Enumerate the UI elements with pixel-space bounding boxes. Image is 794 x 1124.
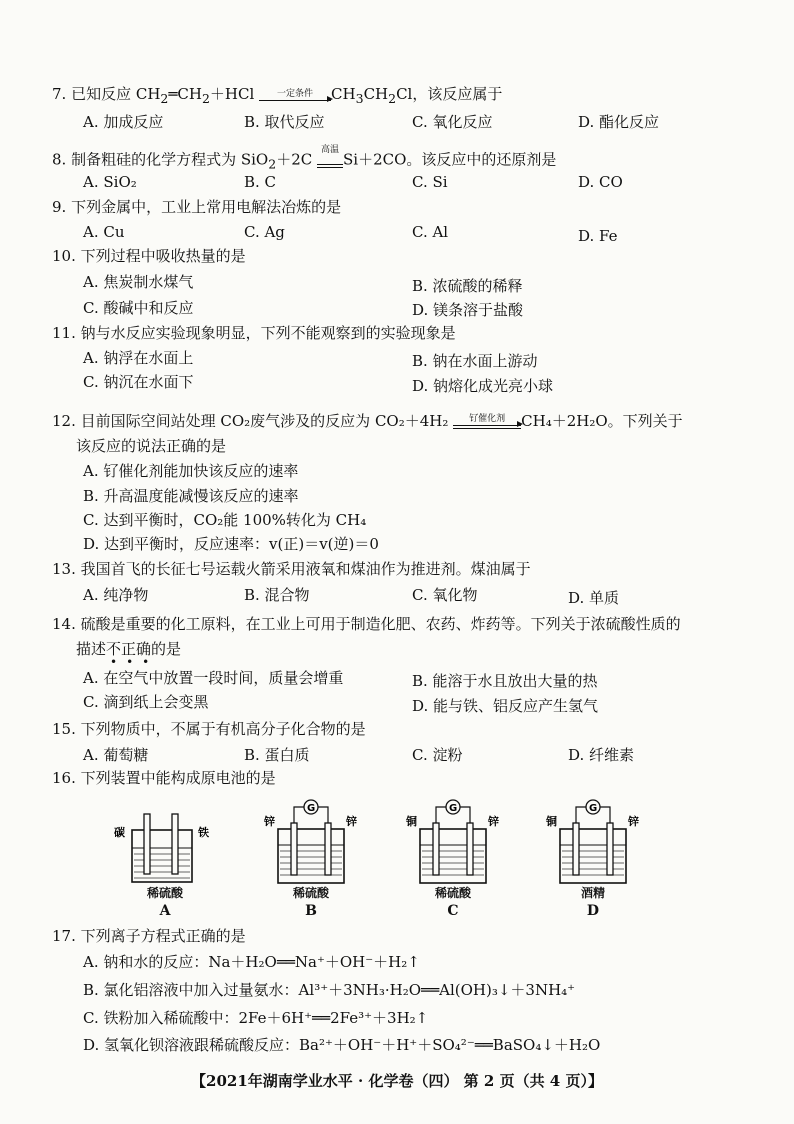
q12-option-c[interactable]: C. 达到平衡时，CO₂能 100%转化为 CH₄ (83, 511, 367, 529)
q8-text: ＋2C (276, 150, 313, 169)
cell-a-caption (110, 884, 220, 919)
q8-sub: 2 (268, 156, 277, 172)
q17-option-c[interactable]: C. 铁粉加入稀硫酸中：2Fe＋6H⁺══2Fe³⁺＋3H₂↑ (83, 1009, 429, 1027)
wire-left (576, 807, 586, 823)
q12-option-b[interactable]: B. 升高温度能减慢该反应的速率 (83, 487, 299, 505)
q12-text: 12. 目前国际空间站处理 CO₂废气涉及的反应为 CO₂＋4H₂ (52, 412, 449, 430)
right-electrode-label: 锌 (488, 815, 499, 828)
q13-option-d[interactable]: D. 单质 (568, 589, 620, 607)
q8-option-b[interactable]: B. C (244, 173, 277, 191)
q10-option-a[interactable]: A. 焦炭制水煤气 (83, 273, 194, 291)
cell-d-caption (538, 884, 648, 919)
q8-option-c[interactable]: C. Si (412, 173, 448, 191)
q14-option-a[interactable]: A. 在空气中放置一段时间，质量会增重 (83, 669, 344, 687)
electrolyte-label: 稀硫酸 (292, 886, 329, 900)
q14-option-c[interactable]: C. 滴到纸上会变黑 (83, 693, 209, 711)
wire-right (600, 807, 610, 823)
q7-option-a[interactable]: A. 加成反应 (83, 113, 164, 131)
q15-option-c[interactable]: C. 淀粉 (412, 746, 463, 764)
q9-option-d[interactable]: D. Fe (578, 227, 618, 245)
question-13-stem: 13. 我国首飞的长征七号运载火箭采用液氧和煤油作为推进剂。煤油属于 (52, 560, 531, 578)
electrode-right (172, 814, 178, 874)
galvanic-cell-d[interactable] (538, 795, 648, 890)
question-15-stem: 15. 下列物质中，不属于有机高分子化合物的是 (52, 720, 366, 738)
q10-option-d[interactable]: D. 镁条溶于盐酸 (412, 301, 524, 319)
q15-option-b[interactable]: B. 蛋白质 (244, 746, 310, 764)
reaction-arrow (259, 90, 331, 101)
question-17-stem: 17. 下列离子方程式正确的是 (52, 927, 246, 945)
electrode-left (291, 823, 297, 875)
galvanic-cell-a[interactable] (110, 810, 220, 890)
question-12-stem-line2: 该反应的说法正确的是 (76, 437, 227, 455)
question-11-stem: 11. 钠与水反应实验现象明显，下列不能观察到的实验现象是 (52, 324, 456, 342)
emphasis-dots: ••• (110, 655, 159, 669)
q17-option-a[interactable]: A. 钠和水的反应：Na＋H₂O══Na⁺＋OH⁻＋H₂↑ (83, 953, 420, 971)
q12-text: CH₄＋2H₂O。下列关于 (521, 412, 683, 430)
cell-letter: D (586, 903, 600, 919)
q7-text: CH (331, 85, 356, 103)
electrode-right (325, 823, 331, 875)
equals-condition (317, 146, 343, 175)
wire-left (294, 807, 304, 823)
q12-option-d[interactable]: D. 达到平衡时，反应速率：v(正)＝v(逆)＝0 (83, 535, 379, 553)
q7-option-d[interactable]: D. 酯化反应 (578, 113, 660, 131)
equilibrium-arrow (453, 415, 521, 429)
galvanometer-label: G (307, 803, 316, 814)
q7-sub: 2 (160, 91, 169, 106)
wire-right (460, 807, 470, 823)
liquid-hatch (134, 854, 190, 878)
q7-text: ═CH (168, 85, 202, 103)
q7-sub: 2 (388, 91, 397, 106)
q11-option-a[interactable]: A. 钠浮在水面上 (83, 349, 194, 367)
electrode-right (607, 823, 613, 875)
q7-sub: 3 (355, 91, 364, 106)
electrode-left (144, 814, 150, 874)
q7-text: 7. 已知反应 CH (52, 85, 161, 103)
q7-text: ＋HCl (209, 85, 255, 103)
q11-option-b[interactable]: B. 钠在水面上游动 (412, 352, 538, 370)
right-electrode-label: 锌 (346, 815, 357, 828)
q12-option-a[interactable]: A. 钌催化剂能加快该反应的速率 (83, 462, 299, 480)
cell-letter: C (447, 903, 459, 919)
galvanometer-label: G (449, 803, 458, 814)
q8-option-a[interactable]: A. SiO₂ (83, 173, 137, 191)
q7-text: Cl，该反应属于 (396, 85, 503, 103)
beaker (132, 830, 192, 882)
q14-option-d[interactable]: D. 能与铁、铝反应产生氢气 (412, 697, 599, 715)
question-14-stem: 14. 硫酸是重要的化工原料，在工业上可用于制造化肥、农药、炸药等。下列关于浓硫酸性质的 (52, 615, 681, 633)
q13-option-c[interactable]: C. 氧化物 (412, 586, 478, 604)
electrode-left (433, 823, 439, 875)
q13-option-b[interactable]: B. 混合物 (244, 586, 310, 604)
catalyst-label: 钌催化剂 (469, 414, 506, 424)
q7-option-c[interactable]: C. 氧化反应 (412, 113, 493, 131)
wire-left (436, 807, 446, 823)
left-electrode-label: 铜 (406, 815, 417, 828)
question-14-stem-line2: 描述不正确的是 (76, 640, 182, 658)
liquid-hatch (280, 851, 342, 875)
q7-sub: 2 (201, 91, 210, 106)
left-electrode-label: 锌 (264, 815, 275, 828)
q13-option-a[interactable]: A. 纯净物 (83, 586, 149, 604)
galvanic-cell-b[interactable] (256, 795, 366, 890)
cell-letter: B (305, 903, 317, 919)
q11-option-d[interactable]: D. 钠熔化成光亮小球 (412, 377, 554, 395)
q8-text: 8. 制备粗硅的化学方程式为 SiO (52, 150, 269, 169)
question-16-stem: 16. 下列装置中能构成原电池的是 (52, 769, 276, 787)
cell-c-caption (398, 884, 508, 919)
wire-right (318, 807, 328, 823)
electrolyte-label: 稀硫酸 (434, 886, 471, 900)
right-electrode-label: 锌 (628, 815, 639, 828)
question-8-stem (52, 146, 754, 175)
liquid-hatch (422, 851, 484, 875)
page-footer: 【2021年湖南学业水平 · 化学卷（四） 第 2 页（共 4 页）】 (191, 1072, 603, 1090)
question-12-stem (52, 411, 754, 431)
question-9-stem: 9. 下列金属中，工业上常用电解法冶炼的是 (52, 198, 342, 216)
galvanometer-label: G (589, 803, 598, 814)
q17-option-d[interactable]: D. 氢氧化钡溶液跟稀硫酸反应：Ba²⁺＋OH⁻＋H⁺＋SO₄²⁻══BaSO₄↓＋H₂O (83, 1036, 601, 1054)
q8-option-d[interactable]: D. CO (578, 173, 623, 191)
q9-option-b[interactable]: C. Ag (244, 223, 285, 241)
q8-text: Si＋2CO。该反应中的还原剂是 (343, 150, 557, 169)
electrolyte-label: 稀硫酸 (146, 886, 183, 900)
left-electrode-label: 碳 (114, 826, 125, 839)
q7-text: CH (363, 85, 389, 103)
electrode-left (573, 823, 579, 875)
cell-b-caption (256, 884, 366, 919)
electrode-right (467, 823, 473, 875)
q10-option-b[interactable]: B. 浓硫酸的稀释 (412, 277, 523, 295)
liquid-hatch (562, 851, 624, 875)
cell-letter: A (159, 903, 171, 919)
q15-option-d[interactable]: D. 纤维素 (568, 746, 635, 764)
q10-option-c[interactable]: C. 酸碱中和反应 (83, 299, 194, 317)
q14-option-b[interactable]: B. 能溶于水且放出大量的热 (412, 672, 598, 690)
electrolyte-label: 酒精 (580, 886, 605, 900)
condition-label: 高温 (320, 145, 339, 155)
right-electrode-label: 铁 (198, 826, 209, 839)
question-7-stem (52, 84, 754, 109)
galvanic-cell-c[interactable] (398, 795, 508, 890)
q7-option-b[interactable]: B. 取代反应 (244, 113, 325, 131)
arrow-condition-label: 一定条件 (277, 88, 314, 99)
left-electrode-label: 铜 (546, 815, 557, 828)
question-10-stem: 10. 下列过程中吸收热量的是 (52, 247, 246, 265)
q15-option-a[interactable]: A. 葡萄糖 (83, 746, 149, 764)
q11-option-c[interactable]: C. 钠沉在水面下 (83, 373, 194, 391)
q17-option-b[interactable]: B. 氯化铝溶液中加入过量氨水：Al³⁺＋3NH₃·H₂O══Al(OH)₃↓＋3NH₄⁺ (83, 981, 576, 999)
q9-option-a[interactable]: A. Cu (83, 223, 125, 241)
q9-option-c[interactable]: C. Al (412, 223, 449, 241)
